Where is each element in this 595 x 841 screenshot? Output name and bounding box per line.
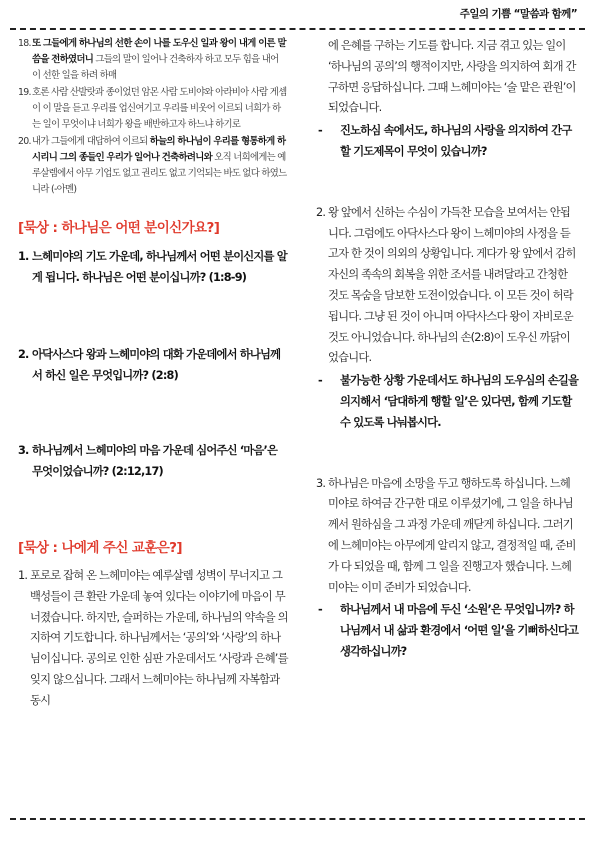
right-column (316, 36, 580, 663)
verse-text: 내가 그들에게 대답하여 이르되 (32, 136, 150, 147)
paragraph-text: 왕 앞에서 신하는 수심이 가득찬 모습을 보여서는 안됩니다. 그럼에도 아닥사스다 왕이 느헤미야의 사정을 듣고자 한 것이 의외의 상황입니다. 게다가 왕 앞에서 감히 자신의 족속의 회복을 위한 조서를 내려달라고 간청한 것도 목숨을 담보한 도전이었습니다. 이 모든 것이 허락됩니다. 그냥 된 것이 아니며 아닥사스다 왕이 자비로운 것도 아니었습니다. 하나님의 손(2:8)이 도우신 까닭이었습니다. (328, 205, 576, 365)
dash-bullet: - (318, 603, 322, 617)
left-column (18, 36, 288, 712)
section-title-god: [묵상 : 하나님은 어떤 분이신가요?] (18, 220, 220, 236)
top-divider (10, 28, 585, 30)
dash-bullet: - (318, 124, 322, 138)
reflection-question-1 (316, 121, 580, 163)
question-text: 아닥사스다 왕과 느헤미야의 대화 가운데에서 하나님께서 하신 일은 무엇입니까? (2:8) (32, 348, 281, 382)
verse-number: 18. (18, 38, 31, 49)
reflection-text: 하나님께서 내 마음에 두신 ‘소원’은 무엇입니까? 하나님께서 내 삶과 환경에서 ‘어떤 일’을 기뻐하신다고 생각하십니까? (340, 603, 579, 658)
paragraph-number: 1. (18, 569, 28, 582)
reflection-text: 진노하심 속에서도, 하나님의 사랑을 의지하여 간구할 기도제목이 무엇이 있습니까? (340, 124, 572, 158)
verse-text: 호론 사람 산발랏과 종이었던 암몬 사람 도비야와 아라비아 사람 게셈이 이 말을 듣고 우리를 업신여기고 우리를 비웃어 이르되 너희가 하는 일이 무엇이냐 너희가 왕을 배반하고자 하느냐 하기로 (32, 87, 287, 130)
question-1 (18, 246, 288, 288)
reflection-text: 불가능한 상황 가운데서도 하나님의 도우심의 손길을 의지해서 ‘담대하게 행할 일’은 있다면, 함께 기도할 수 있도록 나눠봅시다. (340, 374, 579, 429)
paragraph-2 (316, 203, 580, 369)
dash-bullet: - (318, 374, 322, 388)
paragraph-text: 에 은혜를 구하는 기도를 합니다. 지금 겪고 있는 일이 ‘하나님의 공의’의 행적이지만, 사랑을 의지하여 회개 간구하면 응답하십니다. 그때 느헤미야는 ‘술 맡은 관원’이 되었습니다. (328, 39, 576, 115)
paragraph-1-continued (316, 36, 580, 119)
verse-number: 20. (18, 136, 31, 147)
verse-20 (18, 134, 288, 198)
verse-text: 오직 너희에게는 예루살렘에서 아무 기업도 없고 권리도 없고 기억되는 바도 없다 하였느니라 (-아멘) (32, 152, 287, 195)
page-header: 주일의 기쁨 “말씀과 함께” (459, 8, 577, 20)
paragraph-text: 포로로 잡혀 온 느헤미야는 예루살렘 성벽이 무너지고 그 백성들이 큰 환란 가운데 놓여 있다는 이야기에 마음이 무너졌습니다. 하지만, 슬퍼하는 가운데, 하나님의 약속을 의지하여 기도합니다. 하나님께서는 ‘공의’와 ‘사랑’의 하나님이십니다. 공의로 인한 심판 가운데서도 ‘사랑과 은혜’를 잊지 않으십니다. 그래서 느헤미야는 하나님께 자복함과 동시 (30, 569, 288, 707)
section-title-lesson: [묵상 : 나에게 주신 교훈은?] (18, 540, 182, 556)
reflection-question-2 (316, 371, 580, 433)
question-text: 느헤미야의 기도 가운데, 하나님께서 어떤 분이신지를 알게 됩니다. 하나님은 어떤 분이십니까? (1:8-9) (32, 250, 287, 284)
question-number: 3. (18, 444, 29, 457)
paragraph-text: 하나님은 마음에 소망을 두고 행하도록 하십니다. 느헤미야로 하여금 간구한 대로 이루셨기에, 그 일을 하나님께서 원하심을 그 과정 가운데 깨닫게 하십니다. 그러기에 느헤미야는 아무에게 알리지 않고, 결정적일 때, 준비가 다 되었을 때, 함께 그 일을 진행고자 했습니다. 느헤미야는 이미 준비가 되었습니다. (328, 476, 576, 594)
paragraph-number: 3. (316, 476, 326, 490)
question-number: 2. (18, 348, 29, 361)
verse-text: 그들의 말이 일어나 건축하자 하고 모두 힘을 내어 이 선한 일을 하려 하매 (32, 54, 279, 81)
paragraph-3 (316, 474, 580, 599)
verse-number: 19. (18, 87, 31, 98)
question-number: 1. (18, 250, 29, 263)
bottom-divider (10, 818, 585, 820)
verse-18 (18, 36, 288, 84)
verse-bold-text: 또 그들에게 하나님의 선한 손이 나를 도우신 일과 왕이 내게 이른 말씀을 전하였더니 (32, 38, 286, 65)
verse-19 (18, 85, 288, 133)
verse-bold-text: 하늘의 하나님이 우리를 형통하게 하시리니 그의 종들인 우리가 일어나 건축하려니와 (32, 136, 286, 163)
paragraph-number: 2. (316, 205, 326, 219)
paragraph-1 (18, 566, 288, 712)
question-text: 하나님께서 느헤미야의 마음 가운데 심어주신 ‘마음’은 무엇이었습니까? (2:12,17) (32, 444, 278, 478)
question-3 (18, 440, 288, 482)
reflection-question-3 (316, 600, 580, 662)
question-2 (18, 344, 288, 386)
